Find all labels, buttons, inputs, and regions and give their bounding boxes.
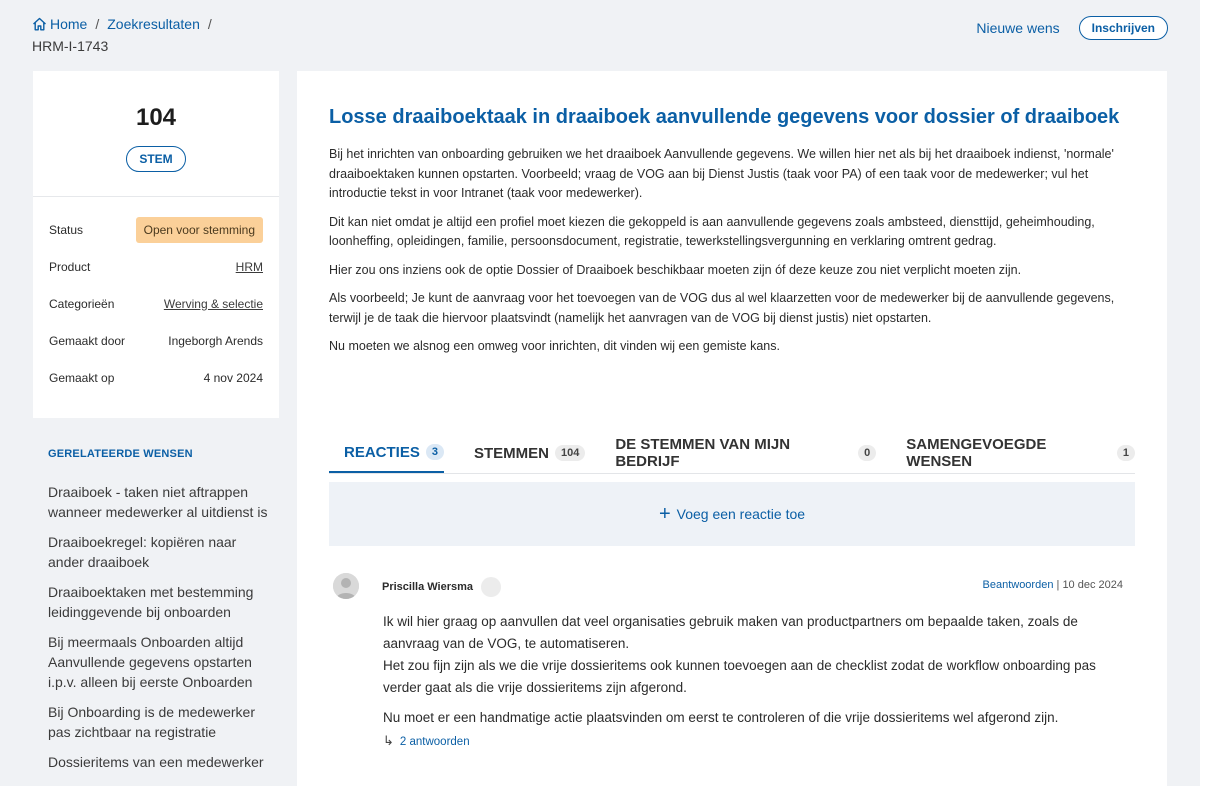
breadcrumb-separator: /: [207, 16, 212, 32]
page-title: Losse draaiboektaak in draaiboek aanvullende gegevens voor dossier of draaiboek: [329, 106, 1120, 128]
breadcrumb: [32, 14, 272, 56]
meta-row-category: [49, 285, 263, 322]
tab-label: STEMMEN: [473, 444, 549, 462]
top-bar: [32, 14, 1168, 54]
tab-reacties[interactable]: [329, 433, 444, 473]
description-paragraph: Nu moeten we alsnog een omweg voor inrichten, dit vinden wij een gemiste kans.: [329, 339, 780, 353]
related-wish-link[interactable]: Bij meermaals Onboarden altijd Aanvullende gegevens opstarten i.p.v. alleen bij eerste Onboarden: [48, 634, 253, 690]
wish-description: [329, 145, 1139, 366]
tab-count-badge: 104: [555, 445, 585, 461]
wish-summary-card: [33, 71, 279, 418]
tab-bar: [329, 433, 1135, 474]
reply-link[interactable]: Beantwoorden: [982, 579, 1054, 591]
breadcrumb-current: HRM-I-1743: [32, 38, 109, 54]
related-wish-link[interactable]: Bij Onboarding is de medewerker pas zichtbaar na registratie: [48, 704, 255, 740]
vote-block: [33, 71, 279, 197]
breadcrumb-separator: /: [95, 16, 100, 32]
related-wishes: [48, 448, 268, 782]
right-edge-strip: [1200, 0, 1229, 786]
meta-label: Gemaakt door: [49, 333, 126, 348]
product-link[interactable]: HRM: [235, 259, 263, 274]
meta-label: Categorieën: [49, 296, 115, 311]
comment-body: [383, 611, 1123, 737]
comment-paragraph: [383, 611, 1123, 699]
reply-arrow-icon: ↳: [383, 733, 394, 748]
comment-author: Priscilla Wiersma: [382, 581, 474, 593]
vote-count: 104: [135, 104, 177, 131]
meta-value: 4 nov 2024: [203, 370, 263, 385]
comment-line: Ik wil hier graag op aanvullen dat veel organisaties gebruik maken van productpartners om bepaalde taken, zoals de aanvraag van de VOG, te automatiseren.: [383, 614, 1078, 651]
category-link[interactable]: Werving & selectie: [163, 296, 263, 311]
tab-count-badge: 1: [1117, 445, 1135, 461]
related-wish-link[interactable]: Draaiboektaken met bestemming leidinggevende bij onboarden: [48, 584, 254, 620]
status-badge: Open voor stemming: [136, 217, 263, 243]
breadcrumb-home-link[interactable]: [32, 16, 87, 32]
meta-label: Status: [49, 222, 84, 237]
replies-count: 2 antwoorden: [399, 736, 470, 748]
add-reaction-label: Voeg een reactie toe: [676, 506, 806, 522]
user-avatar-icon: [333, 573, 359, 599]
header-actions: [976, 16, 1168, 40]
related-wishes-title: GERELATEERDE WENSEN: [48, 448, 193, 460]
comment-meta: [983, 579, 1124, 591]
plus-icon: +: [658, 502, 671, 525]
meta-row-created-on: [49, 359, 263, 396]
comment-date-separator: |: [1053, 579, 1063, 591]
tab-label: REACTIES: [344, 443, 420, 461]
meta-list: [33, 197, 279, 396]
meta-row-created-by: [49, 322, 263, 359]
comment-header: [382, 577, 501, 597]
comment-paragraph: Nu moet er een handmatige actie plaatsvinden om eerst te controleren of die vrije dossieritems wel afgerond zijn.: [383, 710, 1059, 725]
description-paragraph: Hier zou ons inziens ook de optie Dossier of Draaiboek beschikbaar moeten zijn óf deze keuze zou niet verplicht moeten zijn.: [329, 262, 1022, 277]
description-paragraph: Dit kan niet omdat je altijd een profiel moet kiezen die gekoppeld is aan aanvullende gegevens zoals ambsteed, diensttijd, geheimhouding, loonheffing, opleidingen, familie, persoonsdocument, registratie, tewerkstellingsvergunning en verklaring omtrent gedrag.: [329, 214, 1095, 248]
meta-value: Ingeborgh Arends: [168, 333, 263, 348]
tab-label: SAMENGEVOEGDE WENSEN: [906, 436, 1047, 470]
tab-stemmen[interactable]: [474, 433, 585, 473]
comment-date: 10 dec 2024: [1062, 579, 1123, 591]
vote-button[interactable]: STEM: [126, 146, 185, 172]
related-wish-link[interactable]: Draaiboekregel: kopiëren naar ander draaiboek: [48, 534, 237, 570]
breadcrumb-results-link[interactable]: Zoekresultaten: [107, 16, 200, 32]
related-wish-link[interactable]: Draaiboek - taken niet aftrappen wanneer medewerker al uitdienst is: [48, 484, 268, 520]
related-wish-link[interactable]: Dossieritems van een medewerker: [48, 754, 264, 770]
subscribe-button[interactable]: Inschrijven: [1079, 16, 1168, 40]
replies-toggle[interactable]: [383, 733, 470, 749]
description-paragraph: Als voorbeeld; Je kunt de aanvraag voor het toevoegen van de VOG dus al wel klaarzetten voor de medewerker bij de aanvullende gegevens, terwijl je de taak die hiervoor plaatsvindt (namelijk het aanvragen van de VOG bij dienst justis) niet opstarten.: [329, 291, 1115, 325]
author-badge-icon: [481, 577, 501, 597]
wish-detail-card: [297, 71, 1167, 786]
tab-merged-wishes[interactable]: [906, 433, 1135, 473]
tab-company-votes[interactable]: [615, 433, 876, 473]
add-reaction-button[interactable]: [329, 482, 1135, 546]
breadcrumb-home-label: Home: [50, 16, 88, 32]
meta-row-product: [49, 248, 263, 285]
new-wish-link[interactable]: Nieuwe wens: [976, 20, 1060, 36]
meta-row-status: [49, 211, 263, 248]
tab-count-badge: 3: [426, 444, 444, 460]
tab-count-badge: 0: [858, 445, 876, 461]
comment-line: Het zou fijn zijn als we die vrije dossieritems ook kunnen toevoegen aan de checklist zodat de workflow onboarding pas verder gaat als die vrije dossieritems zijn afgerond.: [383, 658, 1096, 695]
home-icon: [32, 16, 47, 36]
tab-label: DE STEMMEN VAN MIJN BEDRIJF: [615, 436, 791, 470]
description-paragraph: Bij het inrichten van onboarding gebruiken we het draaiboek Aanvullende gegevens. We willen hier net als bij het draaiboek indienst, 'normale' draaiboektaken kunnen opstarten. Voorbeeld; vraag de VOG aan bij Dienst Justis (taak voor PA) of een taak voor de medewerker; vul het introductie tekst in voor Intranet (taak voor medewerker).: [329, 147, 1114, 200]
meta-label: Gemaakt op: [49, 370, 115, 385]
avatar: [333, 573, 359, 599]
meta-label: Product: [49, 259, 91, 274]
